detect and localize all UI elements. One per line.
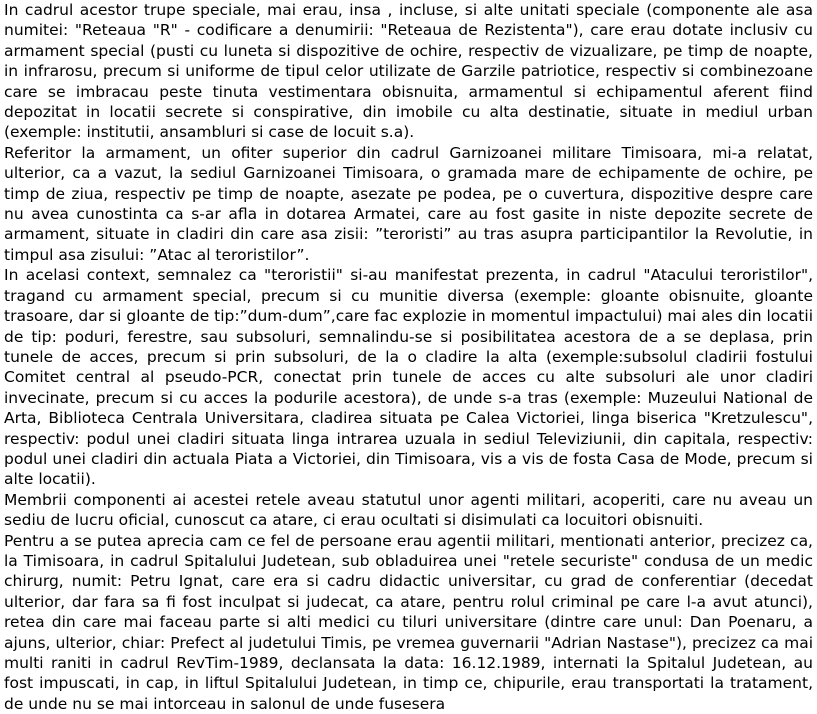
- paragraph-terrorists-context: In acelasi context, semnalez ca "teroristii" si-au manifestat prezenta, in cadrul "Atacului teroristilor", tragand cu armament special, precum si cu munitie diversa (exemple: gloante obisnuite, gloante trasoare, dar si gloante de tip:”dum-dum”,care fac explozie in momentul impactului) mai ales din locatii de tip: poduri, ferestre, sau subsoluri, semnalindu-se si posibilitatea acestora de a se deplasa, prin tunele de acces, precum si prin subsoluri, de la o cladire la alta (exemple:subsolul cladirii fostului Comitet central al pseudo-PCR, conectat prin tunele de acces cu alte subsoluri ale unor cladiri invecinate, precum si cu acces la podurile acestora), de unde s-a tras (exemple: Muzeului National de Arta, Biblioteca Centrala Universitara, cladirea situata pe Calea Victoriei, linga biserica "Kretzulescu", respectiv: podul unei cladiri situata linga intrarea uzuala in sediul Televiziunii, din capitala, respectiv: podul unei cladiri din actuala Piata a Victoriei, din Timisoara, vis a vis de fosta Casa de Mode, precum si alte locatii).: [4, 266, 813, 489]
- paragraph-armament: Referitor la armament, un ofiter superior din cadrul Garnizoanei militare Timisoara, mi-a relatat, ulterior, ca a vazut, la sediul Garnizoanei Timisoara, o gramada mare de echipamente de ochire, pe timp de ziua, respectiv pe timp de noapte, asezate pe podea, pe o cuvertura, dispozitive despre care nu avea cunostinta ca s-ar afla in dotarea Armatei, care au fost gasite in niste depozite secrete de armament, situate in cladiri din care asa zisii: ”teroristi” au tras asupra participantilor la Revolutie, in timpul asa zisului: ”Atac al teroristilor”.: [4, 143, 813, 264]
- paragraph-military-agents: Pentru a se putea aprecia cam ce fel de persoane erau agentii militari, mentionati anterior, precizez ca, la Timisoara, in cadrul Spitalului Judetean, sub obladuirea unei "retele securiste" condusa de un medic chirurg, numit: Petru Ignat, care era si cadru didactic universitar, cu grad de conferentiar (decedat ulterior, dar fara sa fi fost inculpat si judecat, ca atare, pentru rolul criminal pe care l-a avut atunci), retea din care mai faceau parte si alti medici cu tiluri universitare (dintre care unul: Dan Poenaru, a ajuns, ulterior, chiar: Prefect al judetului Timis, pe vremea guvernarii "Adrian Nastase"), precizez ca mai multi raniti in cadrul RevTim-1989, declansata la data: 16.12.1989, internati la Spitalul Judetean, au fost impuscati, in cap, in liftul Spitalului Judetean, in timp ce, chipurile, erau transportati la tratament, de unde nu se mai intorceau in salonul de unde fusesera: [4, 531, 813, 713]
- paragraph-special-units: In cadrul acestor trupe speciale, mai erau, insa , incluse, si alte unitati speciale (componente ale asa numitei: "Reteaua "R" - codificare a denumirii: "Reteaua de Rezistenta"), care erau dotate inclusiv cu armament special (pusti cu luneta si dispozitive de ochire, respectiv de vizualizare, pe timp de noapte, in infrarosu, precum si uniforme de tipul celor utilizate de Garzile patriotice, respectiv si combinezoane care se imbracau peste tinuta vestimentara obisnuita, armamentul si echipamentul aferent fiind depozitat in locatii secrete si conspirative, din imobile cu alta destinatie, situate in mediul urban (exemple: institutii, ansambluri si case de locuit s.a).: [4, 1, 813, 142]
- paragraph-network-members: Membrii componenti ai acestei retele aveau statutul unor agenti militari, acoperiti, care nu aveau un sediu de lucru oficial, cunoscut ca atare, ci erau ocultati si disimulati ca locuitori obisnuiti.: [4, 490, 813, 530]
